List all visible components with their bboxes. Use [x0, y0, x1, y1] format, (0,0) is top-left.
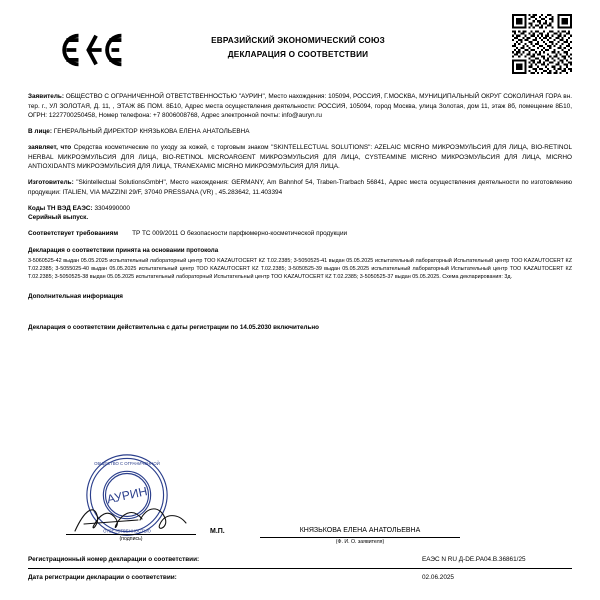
- stamp-center-text: АУРИН: [105, 484, 149, 507]
- footer-divider: [28, 568, 572, 569]
- registration-date-row: [28, 574, 572, 581]
- registration-number-label: Регистрационный номер декларации о соответствии:: [28, 556, 200, 563]
- validity-text: Декларация о соответствии действительна с даты регистрации по 14.05.2030 включительно: [28, 324, 320, 332]
- protocol-block: [28, 246, 572, 282]
- registration-date-label: Дата регистрации декларации о соответствии:: [28, 574, 177, 581]
- protocol-text: 3-5060525-42 выдан 05.05.2025 испытательный лабораторный центр ТОО KAZAUTOCERT КZ Т.02.2385; 3-5050525-41 выдан 05.05.2025 испытательный лабораторный Испытательный центр ТОО KAZAUTOCERT КZ Т.02.2385; 3-5055025-40 выдан 05.05.2025 испытательный центр ТОО KAZAUTOCERT КZ Т.02.2385; 3-5050525-39 выдан 05.05.2025 испытательный лабораторный Испытательный центр ТОО KAZAUTOCERT КZ Т.02.2385; 3-5050525-38 выдан 05.05.2025 испытательный лабораторный Испытательный центр ТОО KAZAUTOCERT КZ Т.02.2385; 3-5050525-37 выдан 05.05.2025. Схема декларирования: 3д.: [28, 258, 572, 280]
- person-label: В лице:: [28, 128, 52, 136]
- qr-code-icon: [512, 14, 572, 74]
- manufacturer-text: "Skintellectual SolutionsGmbH", Место нахождения: GERMANY, Am Bahnhof 54, Traben-Trarbach 56841, Адрес места осуществления деятельности по изготовлению продукции: ITALIEN, VIA MAZZINI 29/F, 37040 PRESSANA (VR) , 45.283642, 11.403394: [28, 179, 572, 196]
- signer-caption: (Ф. И. О. заявителя): [335, 539, 385, 545]
- registration-number-value: ЕАЭС N RU Д-DE.РА04.В.36861/25: [422, 556, 526, 563]
- declares-paragraph: [28, 143, 572, 172]
- applicant-label: Заявитель:: [28, 93, 64, 100]
- protocol-title: Декларация о соответствии принята на основании протокола: [28, 246, 219, 254]
- registration-number-row: [28, 556, 572, 563]
- document-title: ДЕКЛАРАЦИЯ О СООТВЕТСТВИИ: [227, 50, 369, 59]
- manufacturer-paragraph: [28, 178, 572, 197]
- stamp-place-label: М.П.: [210, 528, 225, 535]
- svg-text:ОТВЕТСТВЕННОСТЬЮ: ОТВЕТСТВЕННОСТЬЮ: [103, 528, 151, 534]
- declaration-body: [28, 92, 572, 333]
- signature-line: [66, 534, 196, 535]
- compliance-row: [28, 229, 572, 239]
- document-header: [28, 14, 572, 88]
- compliance-label: Соответствует требованиям: [28, 230, 119, 238]
- document-union-title: ЕВРАЗИЙСКИЙ ЭКОНОМИЧЕСКИЙ СОЮЗ: [211, 36, 385, 45]
- person-paragraph: [28, 127, 572, 137]
- serial-release-label: Серийный выпуск.: [28, 214, 89, 222]
- manufacturer-label: Изготовитель:: [28, 179, 74, 187]
- applicant-text: ОБЩЕСТВО С ОГРАНИЧЕННОЙ ОТВЕТСТВЕННОСТЬЮ "АУРИН", Место нахождения: 105094, РОССИЯ, Г.МОСКВА, МУНИЦИПАЛЬНЫЙ ОКРУГ СОКОЛИНАЯ ГОРА вн. тер. г., УЛ ЗОЛОТАЯ, Д. 11, , ЭТАЖ 8Б ПОМ. 8Б10, Адрес места осуществления деятельности: РОССИЯ, 105094, город Москва, улица Золотая, дом 11, этаж 8б, помещение 8Б10, ОГРН: 1227700250458, Номер телефона: +7 8006008768, Адрес электронной почты: info@auryn.ru: [28, 93, 572, 120]
- codes-value: 3304990000: [94, 204, 130, 212]
- handwritten-signature: [72, 496, 192, 538]
- header-titles: [148, 36, 448, 59]
- signer-line: [260, 537, 460, 538]
- declares-label: заявляет, что: [28, 143, 72, 151]
- applicant-paragraph: [28, 92, 572, 121]
- person-text: ГЕНЕРАЛЬНЫЙ ДИРЕКТОР КНЯЗЬКОВА ЕЛЕНА АНАТОЛЬЕВНА: [53, 128, 250, 136]
- codes-paragraph: [28, 204, 572, 223]
- signer-name: КНЯЗЬКОВА ЕЛЕНА АНАТОЛЬЕВНА: [299, 527, 421, 534]
- registration-date-value: 02.06.2025: [422, 574, 454, 581]
- svg-text:ОБЩЕСТВО С ОГРАНИЧЕННОЙ: ОБЩЕСТВО С ОГРАНИЧЕННОЙ: [94, 460, 160, 466]
- signature-area: [28, 452, 572, 548]
- eac-mark-icon: [62, 32, 128, 68]
- document-footer: [28, 556, 572, 586]
- compliance-value: ТР ТС 009/2011 О безопасности парфюмерно-косметической продукции: [132, 230, 348, 238]
- declares-text: Средства косметические по уходу за кожей, с торговым знаком "SKINTELLECTUAL SOLUTIONS": AZELAIC MICRHO МИКРОЭМУЛЬСИЯ ДЛЯ ЛИЦА, BIO-RETINOL HERBAL МИКРОЭМУЛЬСИЯ ДЛЯ ЛИЦА, BIO-RETINOL MICROARGENT МИКРОЭМУЛЬСИЯ ДЛЯ ЛИЦА, CYSTEAMINE MICRHO МИКРОЭМУЛЬСИЯ ДЛЯ ЛИЦА, MICRHO ANTIOXIDANTS МИКРОЭМУЛЬСИЯ ДЛЯ ЛИЦА, TRANEXAMIC MICRHO МИКРОЭМУЛЬСИЯ ДЛЯ ЛИЦА.: [28, 143, 573, 171]
- signature-caption: (подпись): [119, 536, 143, 542]
- codes-label: Коды ТН ВЭД ЕАЭС:: [28, 204, 93, 212]
- additional-info-label: Дополнительная информация: [28, 292, 123, 300]
